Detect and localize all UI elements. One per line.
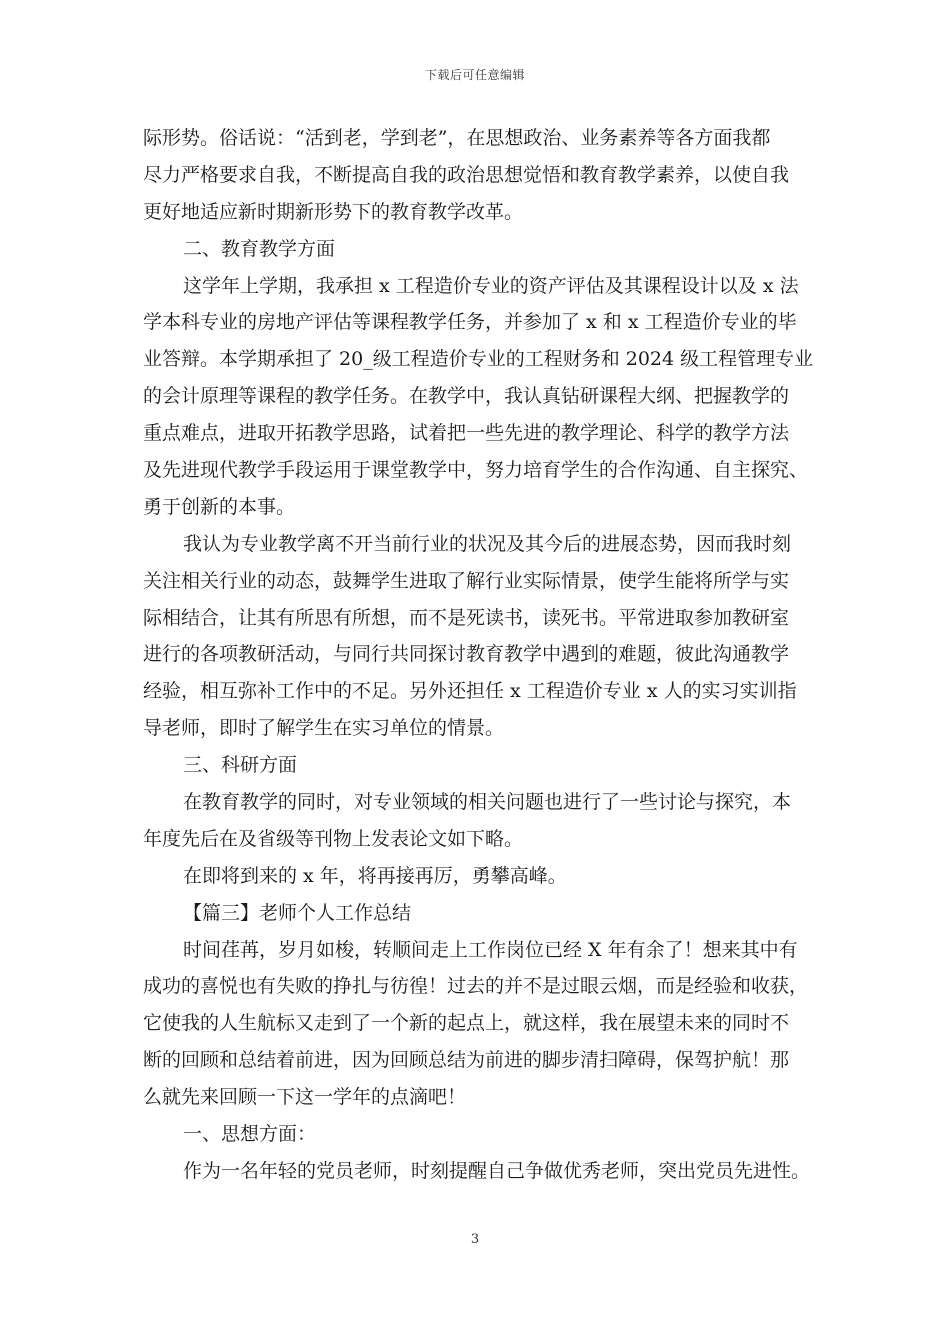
page-number: 3 [470,1232,480,1247]
text-line: 这学年上学期，我承担 x 工程造价专业的资产评估及其课程设计以及 x 法 [183,274,799,297]
text-line: 更好地适应新时期新形势下的教育教学改革。 [143,200,524,223]
text-line: 断的回顾和总结着前进，因为回顾总结为前进的脚步清扫障碍，保驾护航！那 [143,1049,790,1072]
text-line: 经验，相互弥补工作中的不足。另外还担任 x 工程造价专业 x 人的实习实训指 [143,680,797,703]
text-line: 际形势。俗话说：“活到老，学到老”，在思想政治、业务素养等各方面我都 [143,127,771,149]
text-line: 它使我的人生航标又走到了一个新的起点上，就这样，我在展望未来的同时不 [143,1012,790,1035]
text-line: 学本科专业的房地产评估等课程教学任务，并参加了 x 和 x 工程造价专业的毕 [143,311,797,334]
page-header: 下载后可任意编辑 [424,68,525,82]
text-line: 尽力严格要求自我，不断提高自我的政治思想觉悟和教育教学素养，以使自我 [143,163,790,186]
text-line: 成功的喜悦也有失败的挣扎与彷徨！过去的并不是过眼云烟，而是经验和收获， [143,975,809,998]
text-line: 【篇三】老师个人工作总结 [183,901,412,924]
text-line: 关注相关行业的动态，鼓舞学生进取了解行业实际情景，使学生能将所学与实 [143,569,790,592]
text-line: 重点难点，进取开拓教学思路，试着把一些先进的教学理论、科学的教学方法 [143,422,790,445]
text-line: 及先进现代教学手段运用于课堂教学中，努力培育学生的合作沟通、自主探究、 [143,459,809,482]
text-line: 导老师，即时了解学生在实习单位的情景。 [143,717,505,740]
text-line: 勇于创新的本事。 [143,495,296,518]
text-line: 在教育教学的同时，对专业领域的相关问题也进行了一些讨论与探究，本 [183,791,792,814]
text-line: 际相结合，让其有所思有所想，而不是死读书，读死书。平常进取参加教研室 [143,606,790,629]
text-line: 业答辩。本学期承担了 20_级工程造价专业的工程财务和 2024 级工程管理专业 [143,348,814,371]
text-line: 么就先来回顾一下这一学年的点滴吧！ [143,1086,467,1109]
text-line: 二、教育教学方面 [183,237,336,260]
text-line: 三、科研方面 [183,754,298,777]
text-line: 一、思想方面： [183,1123,317,1146]
text-line: 的会计原理等课程的教学任务。在教学中，我认真钻研课程大纲、把握教学的 [143,385,790,408]
text-line: 进行的各项教研活动，与同行共同探讨教育教学中遇到的难题，彼此沟通教学 [143,643,790,666]
document-body [143,120,823,1190]
text-line: 时间荏苒，岁月如梭，转顺间走上工作岗位已经 X 年有余了！想来其中有 [183,938,798,961]
text-line: 在即将到来的 x 年，将再接再厉，勇攀高峰。 [183,864,567,887]
text-line: 作为一名年轻的党员老师，时刻提醒自己争做优秀老师，突出党员先进性。 [183,1159,811,1182]
text-line: 年度先后在及省级等刊物上发表论文如下略。 [143,827,524,850]
text-line: 我认为专业教学离不开当前行业的状况及其今后的进展态势，因而我时刻 [183,532,792,555]
